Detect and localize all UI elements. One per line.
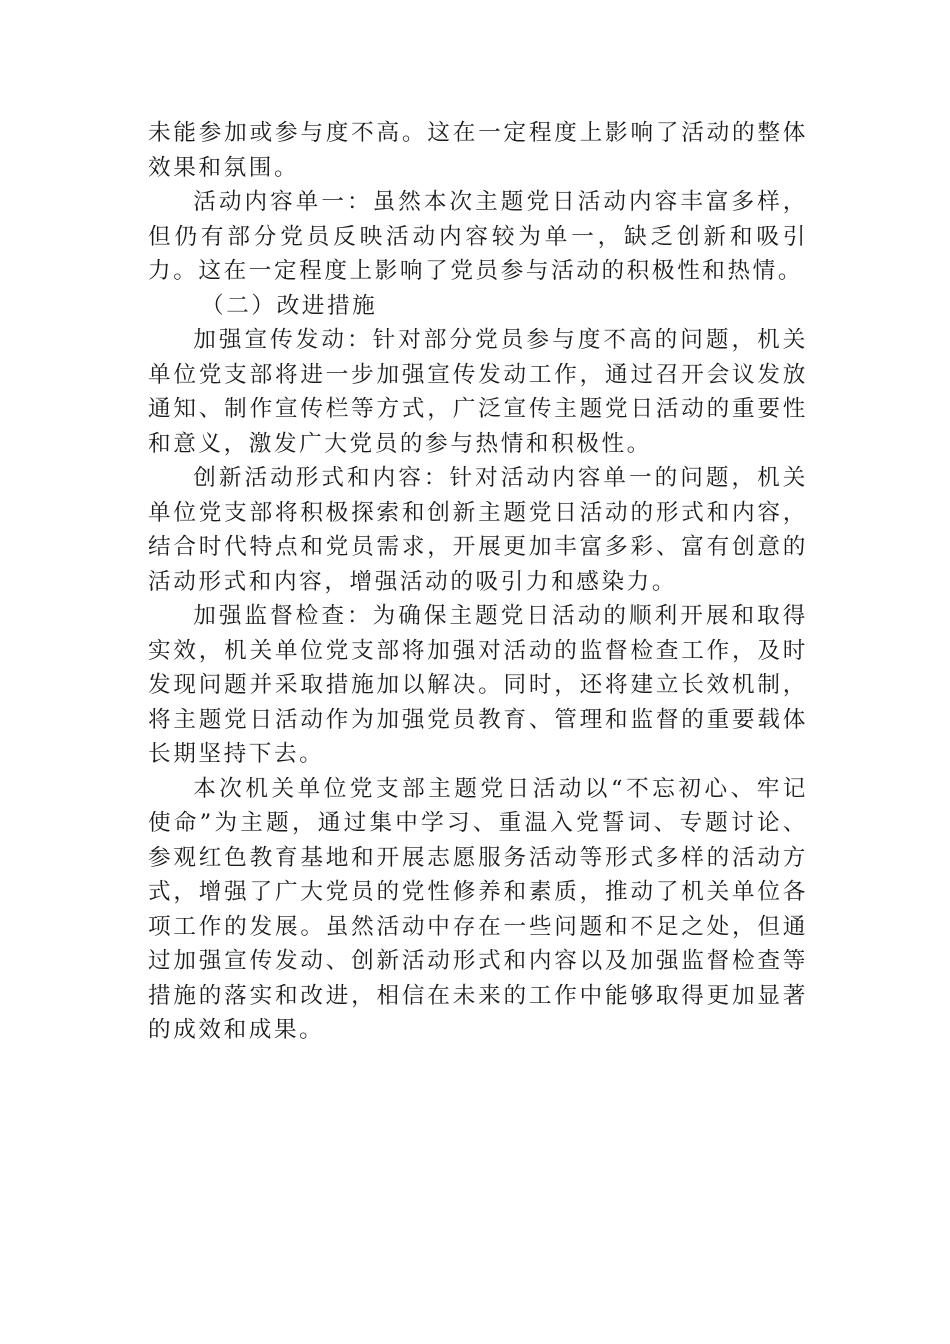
paragraph-conclusion: 本次机关单位党支部主题党日活动以“不忘初心、牢记使命”为主题，通过集中学习、重温入党誓词、专题讨论、参观红色教育基地和开展志愿服务活动等形式多样的活动方式，增强了广大党员的党性修养和素质，推动了机关单位各项工作的发展。虽然活动中存在一些问题和不足之处，但通过加强宣传发动、创新活动形式和内容以及加强监督检查等措施的落实和改进，相信在未来的工作中能够取得更加显著的成效和成果。 — [148, 775, 808, 1043]
paragraph-publicity: 加强宣传发动：针对部分党员参与度不高的问题，机关单位党支部将进一步加强宣传发动工作，通过召开会议发放通知、制作宣传栏等方式，广泛宣传主题党日活动的重要性和意义，激发广大党员的参与热情和积极性。 — [148, 327, 808, 457]
paragraph-content-issue: 活动内容单一：虽然本次主题党日活动内容丰富多样，但仍有部分党员反映活动内容较为单一，缺乏创新和吸引力。这在一定程度上影响了党员参与活动的积极性和热情。 — [148, 189, 808, 284]
document-body — [148, 116, 808, 1048]
paragraph-innovation: 创新活动形式和内容：针对活动内容单一的问题，机关单位党支部将积极探索和创新主题党日活动的形式和内容，结合时代特点和党员需求，开展更加丰富多彩、富有创意的活动形式和内容，增强活动的吸引力和感染力。 — [148, 465, 808, 595]
paragraph-continued: 未能参加或参与度不高。这在一定程度上影响了活动的整体效果和氛围。 — [148, 120, 808, 181]
paragraph-supervision: 加强监督检查：为确保主题党日活动的顺利开展和取得实效，机关单位党支部将加强对活动的监督检查工作，及时发现问题并采取措施加以解决。同时，还将建立长效机制，将主题党日活动作为加强党员教育、管理和监督的重要载体长期坚持下去。 — [148, 603, 808, 767]
section-heading-improvements: （二）改进措施 — [201, 292, 378, 319]
